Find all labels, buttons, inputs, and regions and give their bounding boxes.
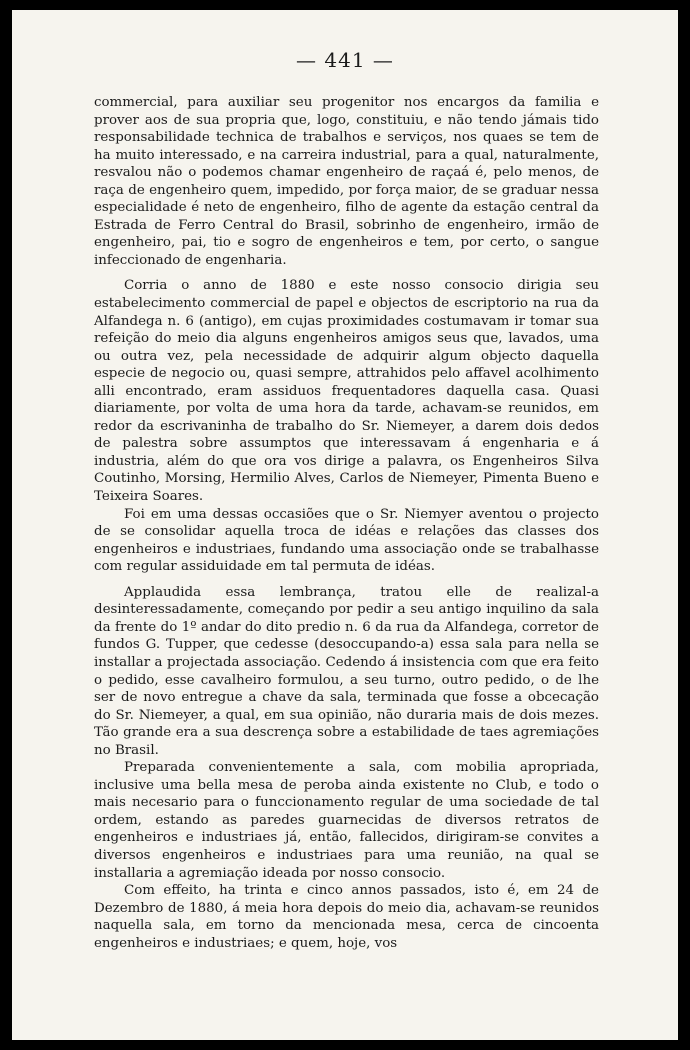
document-page xyxy=(12,10,678,1040)
paragraph: Applaudida essa lembrança, tratou elle de realizal-a desinteressadamente, começando por pedir a seu antigo inquilino da sala da frente do 1º andar do dito predio n. 6 da rua da Alfandega, corretor de fundos G. Tupper, que cedesse (desoccupando-a) essa sala para nella se installar a projectada associação. Cedendo á insistencia com que era feito o pedido, esse cavalheiro formulou, a seu turno, outro pedido, o de lhe ser de novo entregue a chave da sala, terminada que fosse a obcecação do Sr. Niemeyer, a qual, em sua opinião, não duraria mais de dois mezes. Tão grande era a sua descrença sobre a estabilidade de taes agremiações no Brasil. xyxy=(94,584,599,758)
body-text xyxy=(94,94,599,952)
paragraph: Corria o anno de 1880 e este nosso consocio dirigia seu estabelecimento commercial de papel e objectos de escriptorio na rua da Alfandega n. 6 (antigo), em cujas proximidades costumavam ir tomar sua refeição do meio dia alguns engenheiros amigos seus que, lavados, uma ou outra vez, pela necessidade de adquirir algum objecto daquella especie de negocio ou, quasi sempre, attrahidos pelo affavel acolhimento alli encontrado, eram assiduos frequentadores daquella casa. Quasi diariamente, por volta de uma hora da tarde, achavam-se reunidos, em redor da escrivaninha de trabalho do Sr. Niemeyer, a darem dois dedos de palestra sobre assumptos que interessavam á engenharia e á industria, além do que ora vos dirige a palavra, os Engenheiros Silva Coutinho, Morsing, Hermilio Alves, Carlos de Niemeyer, Pimenta Bueno e Teixeira Soares. xyxy=(94,278,599,505)
paragraph: Foi em uma dessas occasiões que o Sr. Niemyer aventou o projecto de se consolidar aquella troca de idéas e relações das classes dos engenheiros e industriaes, fundando uma associação onde se trabalhasse com regular assiduidade em tal permuta de idéas. xyxy=(94,506,599,575)
paragraph: commercial, para auxiliar seu progenitor nos encargos da familia e prover aos de sua propria que, logo, constituiu, e não tendo jámais tido responsabilidade technica de trabalhos e serviços, nos quaes se tem de ha muito interessado, e na carreira industrial, para a qual, naturalmente, resvalou não o podemos chamar engenheiro de raçaá é, pelo menos, de raça de engenheiro quem, impedido, por força maior, de se graduar nessa especialidade é neto de engenheiro, filho de agente da estação central da Estrada de Ferro Central do Brasil, sobrinho de engenheiro, irmão de engenheiro, pai, tio e sogro de engenheiros e tem, por certo, o sangue infeccionado de engenharia. xyxy=(94,95,599,268)
paragraph: Com effeito, ha trinta e cinco annos passados, isto é, em 24 de Dezembro de 1880, á meia hora depois do meio dia, achavam-se reunidos naquella sala, em torno da mencionada mesa, cerca de cincoenta engenheiros e industriaes; e quem, hoje, vos xyxy=(94,883,599,951)
page-number: — 441 — xyxy=(296,48,394,72)
paragraph: Preparada convenientemente a sala, com mobilia apropriada, inclusive uma bella mesa de peroba ainda existente no Club, e todo o mais necesario para o funccionamento regular de uma sociedade de tal ordem, estando as paredes guarnecidas de diversos retratos de engenheiros e industriaes já, então, fallecidos, dirigiram-se convites a diversos engenheiros e industriaes para uma reunião, na qual se installaria a agremiação ideada por nosso consocio. xyxy=(94,760,599,881)
